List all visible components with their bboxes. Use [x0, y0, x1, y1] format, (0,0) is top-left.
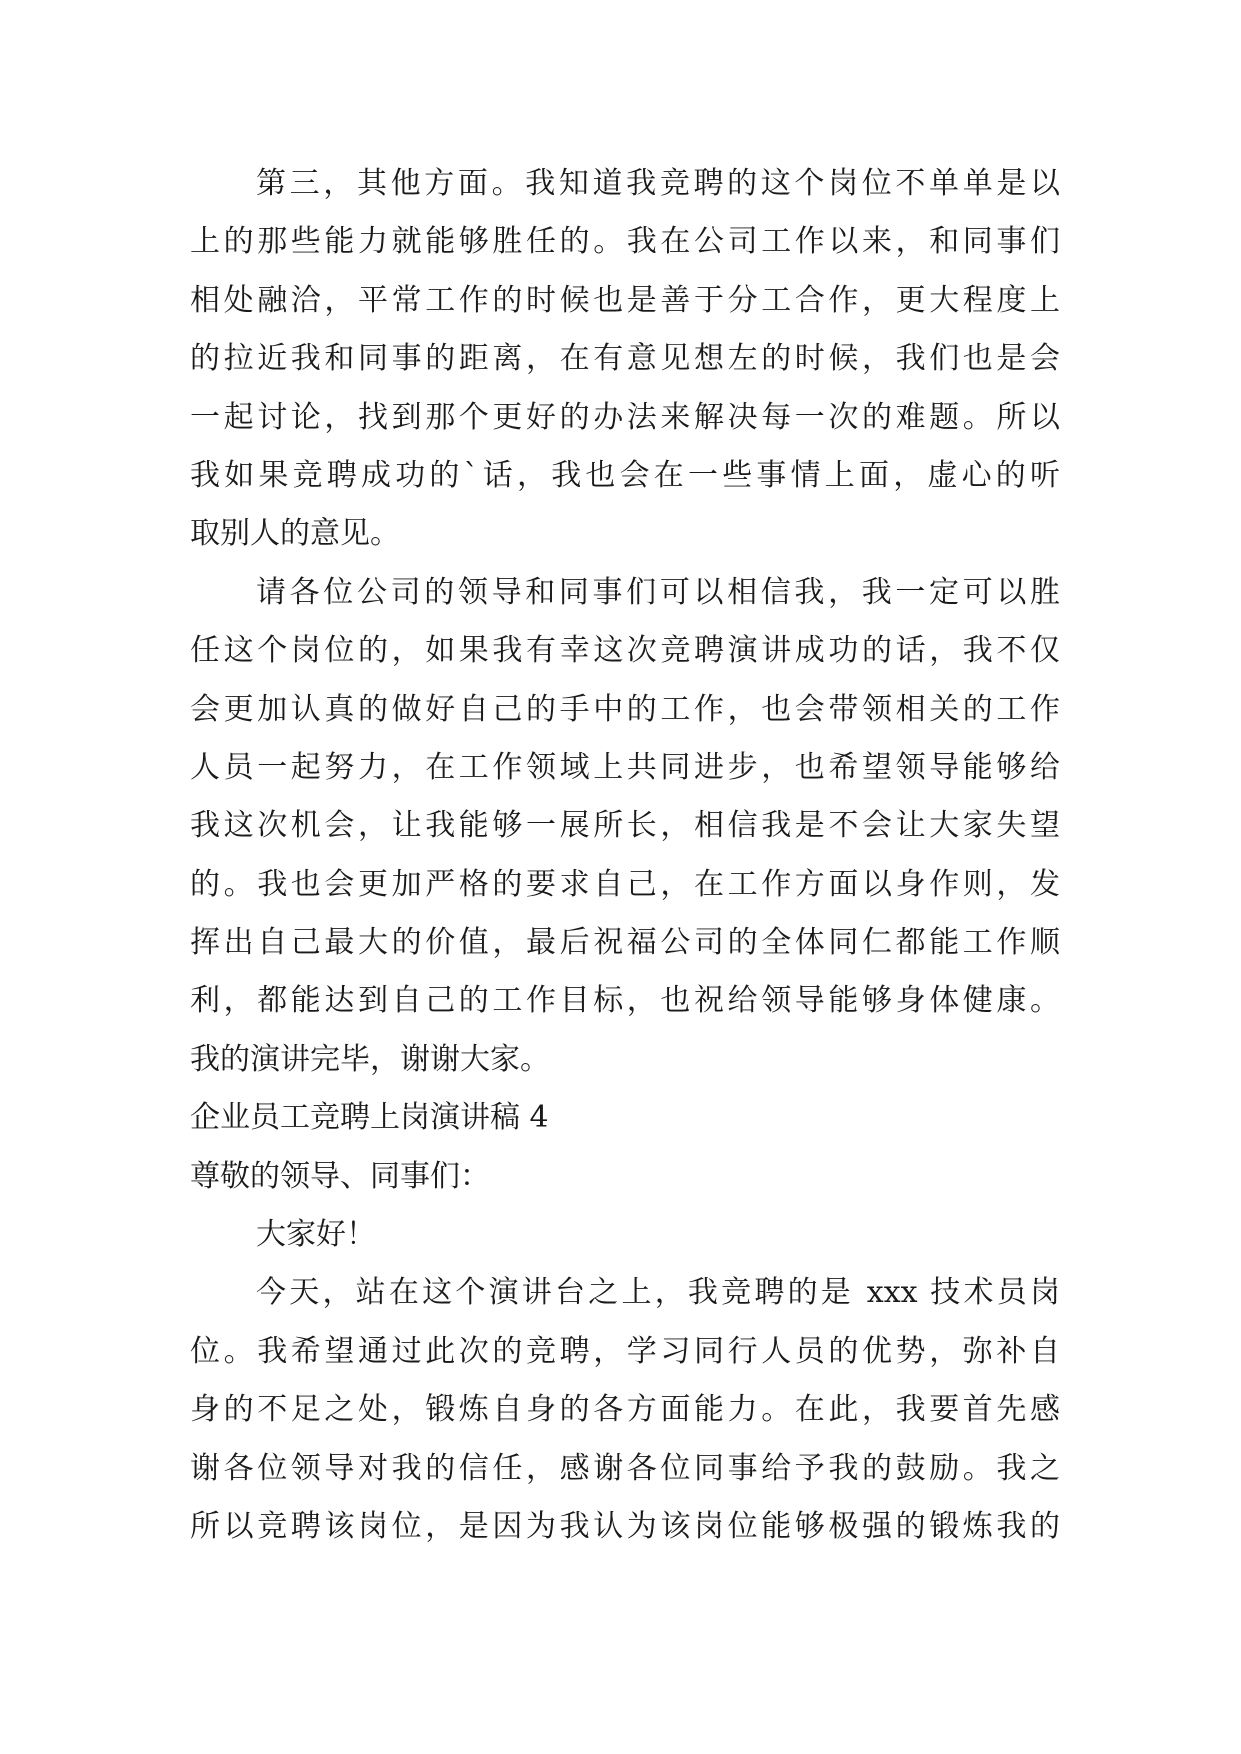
paragraph-line: 挥出自己最大的价值，最后祝福公司的全体同仁都能工作顺 — [190, 925, 1060, 961]
paragraph-line: 一起讨论，找到那个更好的办法来解决每一次的难题。所以 — [190, 399, 1060, 435]
document-body — [190, 155, 1060, 1556]
paragraph-line: 取别人的意见。 — [190, 516, 400, 552]
paragraph-line: 身的不足之处，锻炼自身的各方面能力。在此，我要首先感 — [190, 1392, 1060, 1428]
paragraph-line: 上的那些能力就能够胜任的。我在公司工作以来，和同事们 — [190, 224, 1060, 260]
paragraph-line: 我这次机会，让我能够一展所长，相信我是不会让大家失望 — [190, 808, 1060, 844]
salutation: 尊敬的领导、同事们： — [190, 1158, 490, 1194]
paragraph-line: 我如果竞聘成功的`话，我也会在一些事情上面，虚心的听 — [190, 457, 1060, 493]
section-title: 企业员工竞聘上岗演讲稿 4 — [190, 1100, 549, 1136]
paragraph-line: 利，都能达到自己的工作目标，也祝给领导能够身体健康。 — [190, 983, 1060, 1019]
paragraph-line: 任这个岗位的，如果我有幸这次竞聘演讲成功的话，我不仅 — [190, 633, 1060, 669]
paragraph-line: 的拉近我和同事的距离，在有意见想左的时候，我们也是会 — [190, 341, 1060, 377]
paragraph-line: 我的演讲完毕，谢谢大家。 — [190, 1041, 550, 1077]
paragraph-line: 今天，站在这个演讲台之上，我竞聘的是 xxx 技术员岗 — [256, 1275, 1060, 1311]
greeting: 大家好！ — [256, 1217, 376, 1253]
paragraph-line: 谢各位领导对我的信任，感谢各位同事给予我的鼓励。我之 — [190, 1450, 1060, 1486]
paragraph-line: 所以竞聘该岗位，是因为我认为该岗位能够极强的锻炼我的 — [190, 1508, 1060, 1544]
paragraph-line: 位。我希望通过此次的竞聘，学习同行人员的优势，弥补自 — [190, 1333, 1060, 1369]
paragraph-line: 第三，其他方面。我知道我竞聘的这个岗位不单单是以 — [256, 166, 1060, 201]
paragraph-line: 人员一起努力，在工作领域上共同进步，也希望领导能够给 — [190, 749, 1060, 785]
paragraph-line: 请各位公司的领导和同事们可以相信我，我一定可以胜 — [256, 574, 1060, 610]
paragraph-line: 相处融洽，平常工作的时候也是善于分工合作，更大程度上 — [190, 282, 1060, 318]
paragraph-line: 会更加认真的做好自己的手中的工作，也会带领相关的工作 — [190, 691, 1060, 727]
paragraph-line: 的。我也会更加严格的要求自己，在工作方面以身作则，发 — [190, 866, 1060, 902]
